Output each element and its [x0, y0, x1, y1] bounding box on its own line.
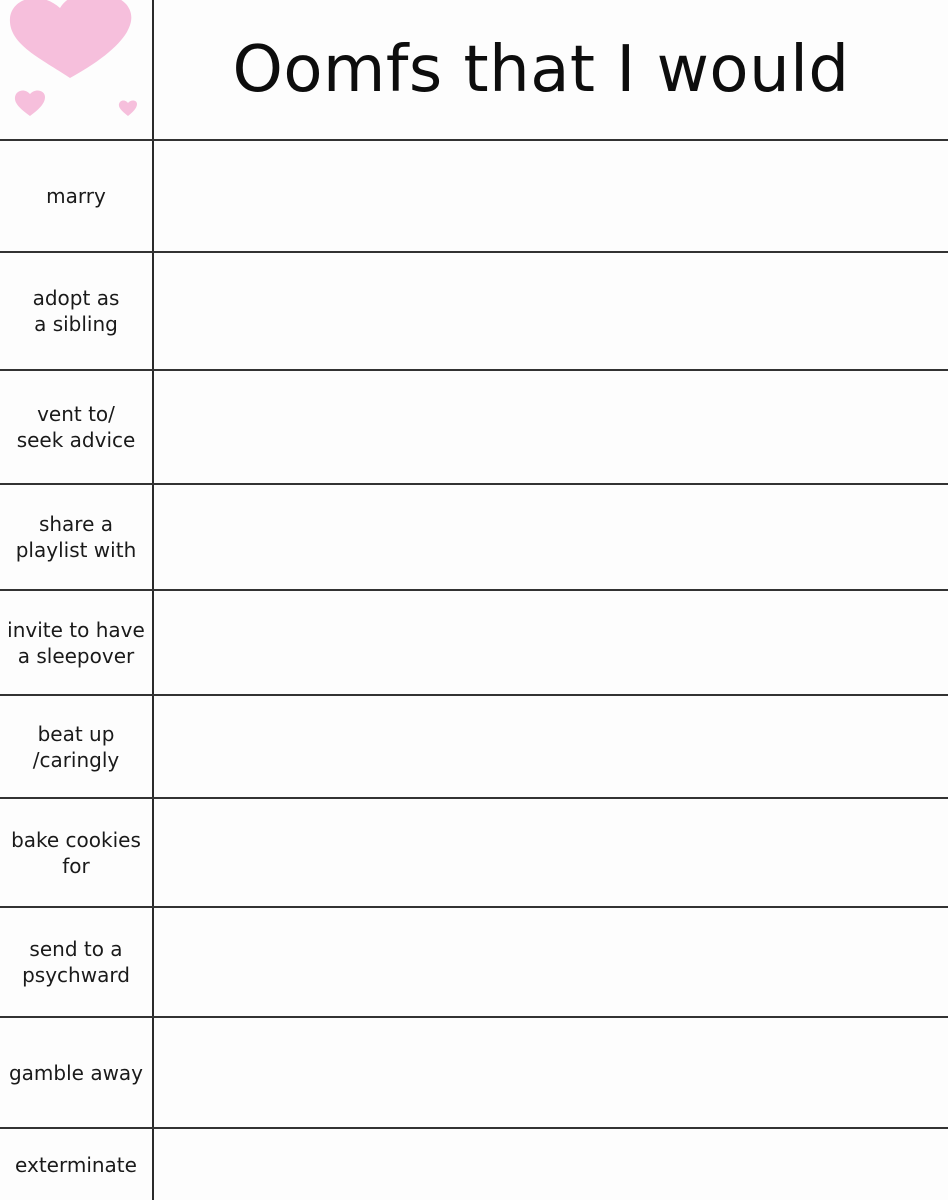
blank-entry-cell[interactable] [154, 696, 948, 797]
row-label: bake cookies for [11, 827, 141, 878]
row-label: vent to/ seek advice [16, 402, 136, 452]
row-label: adopt as a sibling [32, 286, 120, 336]
small-heart-icon-right [119, 100, 137, 116]
row-label: marry [46, 184, 106, 208]
row-label: share a playlist with [15, 512, 137, 562]
row-divider [0, 483, 948, 485]
row-divider [0, 369, 948, 371]
blank-entry-cell[interactable] [154, 485, 948, 589]
small-heart-icon [15, 90, 45, 116]
blank-entry-cell[interactable] [154, 799, 948, 906]
row-label: gamble away [8, 1060, 144, 1085]
row-divider [0, 589, 948, 591]
row-label: exterminate [15, 1152, 137, 1177]
big-heart-icon [10, 0, 131, 78]
blank-entry-cell[interactable] [154, 908, 948, 1016]
row-divider [0, 251, 948, 253]
blank-entry-cell[interactable] [154, 591, 948, 694]
blank-entry-cell[interactable] [154, 253, 948, 369]
blank-entry-cell[interactable] [154, 1129, 948, 1200]
row-divider [0, 906, 948, 908]
heart-icon [0, 0, 152, 140]
blank-entry-cell[interactable] [154, 371, 948, 483]
row-divider [0, 1127, 948, 1129]
row-divider [0, 797, 948, 799]
blank-entry-cell[interactable] [154, 1018, 948, 1127]
row-label: send to a psychward [22, 937, 130, 987]
row-divider [0, 139, 948, 141]
row-label: invite to have a sleepover [7, 617, 145, 668]
row-divider [0, 1016, 948, 1018]
row-label: beat up /caringly [32, 721, 120, 772]
page-title: Oomfs that I would [232, 33, 850, 107]
heart-decoration [0, 0, 152, 140]
blank-entry-cell[interactable] [154, 141, 948, 251]
row-divider [0, 694, 948, 696]
